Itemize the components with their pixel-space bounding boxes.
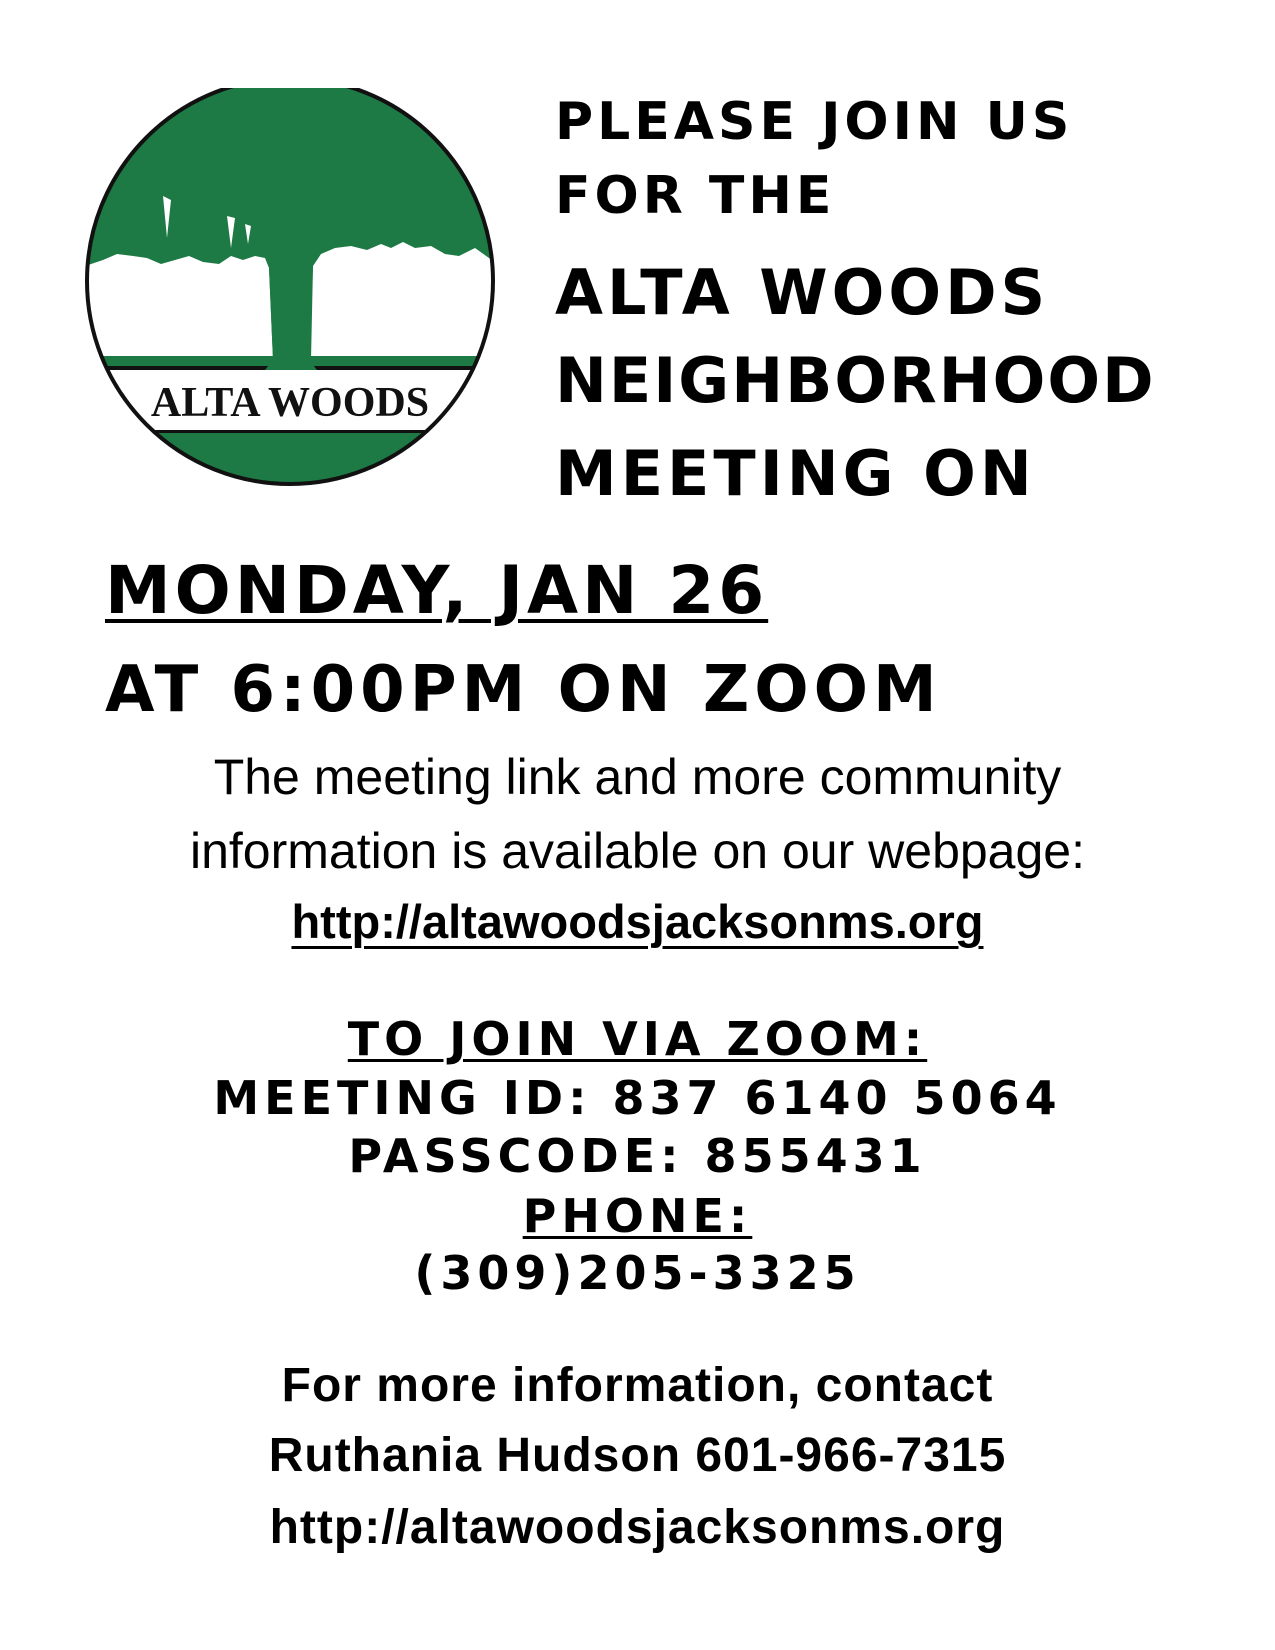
event-time: AT 6:00PM ON ZOOM [105,653,942,727]
zoom-meeting-id: MEETING ID: 837 6140 5064 [213,1071,1062,1125]
logo-sky-left [85,254,273,360]
logo-trunk [265,266,317,370]
headline-line-1: PLEASE JOIN US [555,92,1074,152]
contact-name-phone: Ruthania Hudson 601-966-7315 [268,1429,1007,1482]
alta-woods-tree-logo-icon [85,88,525,488]
zoom-phone-number: (309)205-3325 [414,1246,861,1300]
headline-line-3: ALTA WOODS [555,256,1050,329]
headline-line-4: NEIGHBORHOOD [555,344,1156,417]
contact-line-1: For more information, contact [281,1359,994,1412]
zoom-heading: TO JOIN VIA ZOOM: [347,1012,928,1066]
webpage-link[interactable]: http://altawoodsjacksonms.org [291,895,984,948]
headline-line-5: MEETING ON [555,437,1036,510]
zoom-phone-label: PHONE: [522,1189,753,1243]
logo-ground [85,432,525,488]
headline-line-2: FOR THE [555,166,836,226]
event-date: MONDAY, JAN 26 [105,552,769,629]
info-line-1: The meeting link and more community [213,749,1062,805]
zoom-passcode: PASSCODE: 855431 [348,1129,927,1183]
contact-webpage-link[interactable]: http://altawoodsjacksonms.org [269,1501,1006,1554]
logo-label: ALTA WOODS [150,380,430,426]
info-line-2: information is available on our webpage: [190,823,1085,879]
alta-woods-logo [85,88,525,488]
